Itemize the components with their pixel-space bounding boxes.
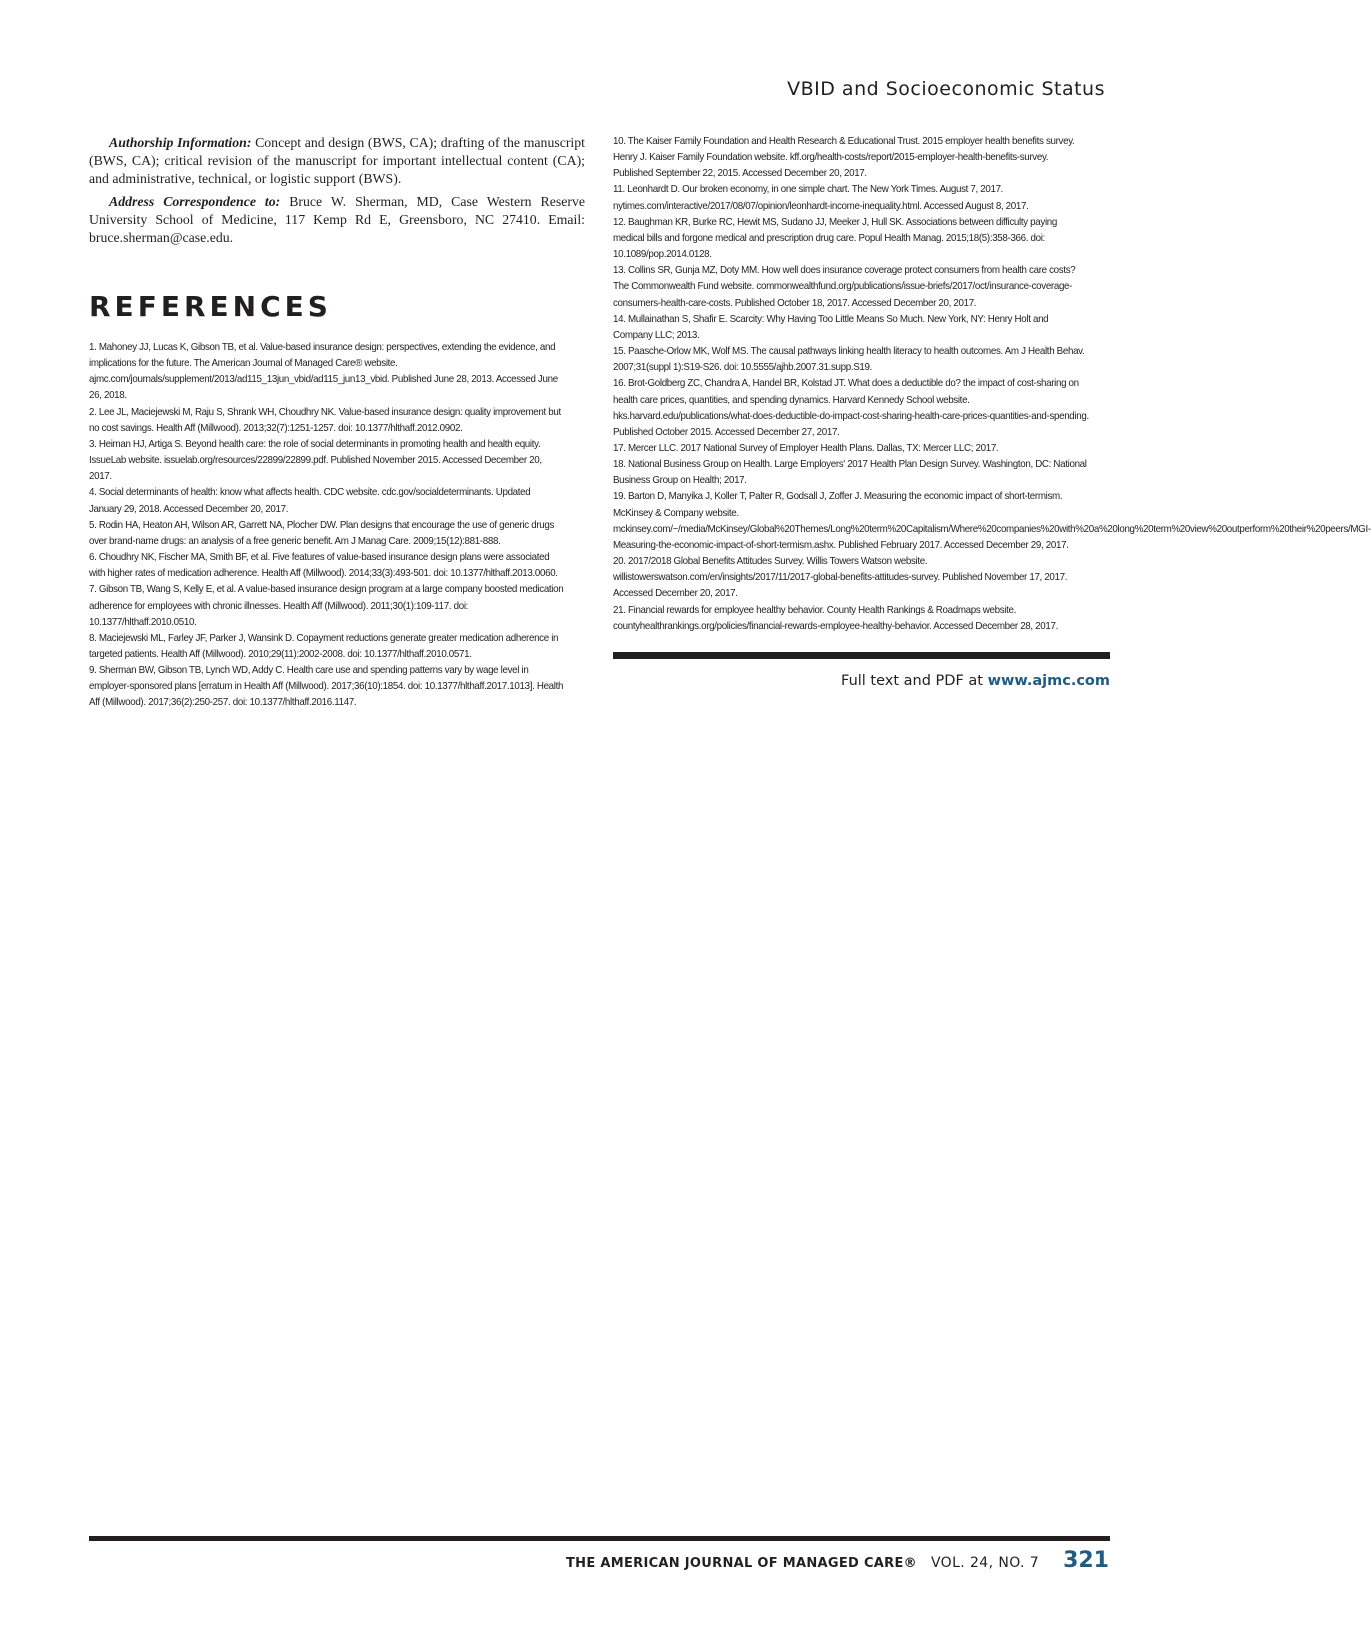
page-number: 321: [1063, 1548, 1109, 1573]
reference-item: 6. Choudhry NK, Fischer MA, Smith BF, et al. Five features of value-based insurance design plans were associated with higher rates of medication adherence. Health Aff (Millwood). 2014;33(3):493-501. doi: 10.1377/hlthaff.2013.0060.: [89, 552, 558, 580]
references-list-right: [613, 134, 1371, 635]
references-list-left: [89, 340, 585, 712]
correspondence-label: Address Correspondence to:: [109, 194, 281, 209]
volume-issue: VOL. 24, NO. 7: [930, 1555, 1040, 1571]
authorship-label: Authorship Information:: [109, 135, 252, 150]
full-text-prefix: Full text and PDF at: [841, 672, 988, 689]
reference-item: 13. Collins SR, Gunja MZ, Doty MM. How well does insurance coverage protect consumers from health care costs? The Commonwealth Fund website. commonwealthfund.org/publications/issue-briefs/2017/oct/insurance-coverage-consumers-health-care-costs. Published October 18, 2017. Accessed December 20, 2017.: [613, 265, 1076, 309]
authorship-information: [89, 134, 585, 188]
full-text-note: [613, 673, 1110, 689]
footer-rule: [89, 1536, 1110, 1541]
reference-item: 9. Sherman BW, Gibson TB, Lynch WD, Addy C. Health care use and spending patterns vary by wage level in employer-sponsored plans [erratum in Health Aff (Millwood). 2017;36(10):1854. doi: 10.1377/hlthaff.2017.1013]. Health Aff (Millwood). 2017;36(2):250-257. doi: 10.1377/hlthaff.2016.1147.: [89, 665, 564, 709]
reference-item: 17. Mercer LLC. 2017 National Survey of Employer Health Plans. Dallas, TX: Mercer LLC; 2017.: [613, 442, 999, 454]
reference-item: 21. Financial rewards for employee healthy behavior. County Health Rankings & Roadmaps website. countyhealthrankings.org/policies/financial-rewards-employee-healthy-behavior. Accessed December 28, 2017.: [613, 604, 1058, 632]
reference-item: 14. Mullainathan S, Shafir E. Scarcity: Why Having Too Little Means So Much. New York, NY: Henry Holt and Company LLC; 2013.: [613, 313, 1049, 341]
ajmc-website-link[interactable]: www.ajmc.com: [987, 672, 1110, 689]
right-column: [613, 134, 1371, 689]
reference-item: 18. National Business Group on Health. Large Employers' 2017 Health Plan Design Survey. Washington, DC: National Business Group on Health; 2017.: [613, 459, 1087, 487]
correspondence-text: Bruce W. Sherman, MD, Case Western Reserve University School of Medicine, 117 Kemp Rd E, Greensboro, NC 27410. Email: bruce.sherman@case.edu.: [89, 194, 585, 245]
reference-item: 5. Rodin HA, Heaton AH, Wilson AR, Garrett NA, Plocher DW. Plan designs that encourage the use of generic drugs over brand-name drugs: an analysis of a free generic benefit. Am J Manag Care. 2009;15(12):881-888.: [89, 519, 554, 547]
references-heading: REFERENCES: [89, 290, 332, 323]
authorship-text: Concept and design (BWS, CA); drafting of the manuscript (BWS, CA); critical revision of the manuscript for important intellectual content (CA); and administrative, technical, or logistic support (BWS).: [89, 135, 585, 186]
reference-item: 16. Brot-Goldberg ZC, Chandra A, Handel BR, Kolstad JT. What does a deductible do? the impact of cost-sharing on health care prices, quantities, and spending dynamics. Harvard Kennedy School website. hks.harvard.edu/publications/what-does-deductible-do-impact-cost-sharing-health-care-prices-quantities-and-spending. Published October 2015. Accessed December 27, 2017.: [613, 378, 1089, 438]
author-info-block: [89, 134, 585, 247]
reference-item: 1. Mahoney JJ, Lucas K, Gibson TB, et al. Value-based insurance design: perspectives, extending the evidence, and implications for the future. The American Journal of Managed Care® website. ajmc.com/journals/supplement/2013/ad115_13jun_vbid/ad115_jun13_vbid. Published June 28, 2013. Accessed June 26, 2018.: [89, 342, 558, 402]
address-correspondence: [89, 193, 585, 247]
reference-item: 8. Maciejewski ML, Farley JF, Parker J, Wansink D. Copayment reductions generate greater medication adherence in targeted patients. Health Aff (Millwood). 2010;29(11):2002-2008. doi: 10.1377/hlthaff.2010.0571.: [89, 632, 559, 660]
reference-item: 4. Social determinants of health: know what affects health. CDC website. cdc.gov/socialdeterminants. Updated January 29, 2018. Accessed December 20, 2017.: [89, 487, 531, 515]
reference-item: 12. Baughman KR, Burke RC, Hewit MS, Sudano JJ, Meeker J, Hull SK. Associations between difficulty paying medical bills and forgone medical and prescription drug care. Popul Health Manag. 2015;18(5):358-366. doi: 10.1089/pop.2014.0128.: [613, 216, 1057, 261]
reference-item: 19. Barton D, Manyika J, Koller T, Palter R, Godsall J, Zoffer J. Measuring the economic impact of short-termism. McKinsey & Company website. mckinsey.com/~/media/McKinsey/Global%20Themes/Long%20term%20Capitalism/Where%20companies%20with%20a%20long%20term%20view%20outperform%20their%20peers/MGI-Measuring-the-economic-impact-of-short-termism.ashx. Published February 2017. Accessed December 29, 2017.: [613, 491, 1371, 551]
reference-item: 20. 2017/2018 Global Benefits Attitudes Survey. Willis Towers Watson website. willistowerswatson.com/en/insights/2017/11/2017-global-benefits-attitudes-survey. Published November 17, 2017. Accessed December 20, 2017.: [613, 556, 1068, 600]
reference-item: 7. Gibson TB, Wang S, Kelly E, et al. A value-based insurance design program at a large company boosted medication adherence for employees with chronic illnesses. Health Aff (Millwood). 2011;30(1):109-117. doi: 10.1377/hlthaff.2010.0510.: [89, 584, 564, 628]
reference-item: 15. Paasche-Orlow MK, Wolf MS. The causal pathways linking health literacy to health outcomes. Am J Health Behav. 2007;31(suppl 1):S19-S26. doi: 10.5555/ajhb.2007.31.supp.S19.: [613, 346, 1085, 374]
reference-item: 3. Heiman HJ, Artiga S. Beyond health care: the role of social determinants in promoting health and health equity. IssueLab website. issuelab.org/resources/22899/22899.pdf. Published November 2015. Accessed December 20, 2017.: [89, 438, 542, 483]
journal-name: THE AMERICAN JOURNAL OF MANAGED CARE®: [566, 1556, 917, 1571]
left-column: [89, 134, 585, 712]
divider-rule: [613, 652, 1110, 659]
running-head: VBID and Socioeconomic Status: [787, 78, 1105, 100]
page-footer: [566, 1548, 1109, 1573]
reference-item: 10. The Kaiser Family Foundation and Health Research & Educational Trust. 2015 employer health benefits survey. Henry J. Kaiser Family Foundation website. kff.org/health-costs/report/2015-employer-health-benefits-survey. Published September 22, 2015. Accessed December 20, 2017.: [613, 136, 1075, 180]
reference-item: 11. Leonhardt D. Our broken economy, in one simple chart. The New York Times. August 7, 2017. nytimes.com/interactive/2017/08/07/opinion/leonhardt-income-inequality.html. Accessed August 8, 2017.: [613, 184, 1029, 212]
reference-item: 2. Lee JL, Maciejewski M, Raju S, Shrank WH, Choudhry NK. Value-based insurance design: quality improvement but no cost savings. Health Aff (Millwood). 2013;32(7):1251-1257. doi: 10.1377/hlthaff.2012.0902.: [89, 406, 561, 434]
